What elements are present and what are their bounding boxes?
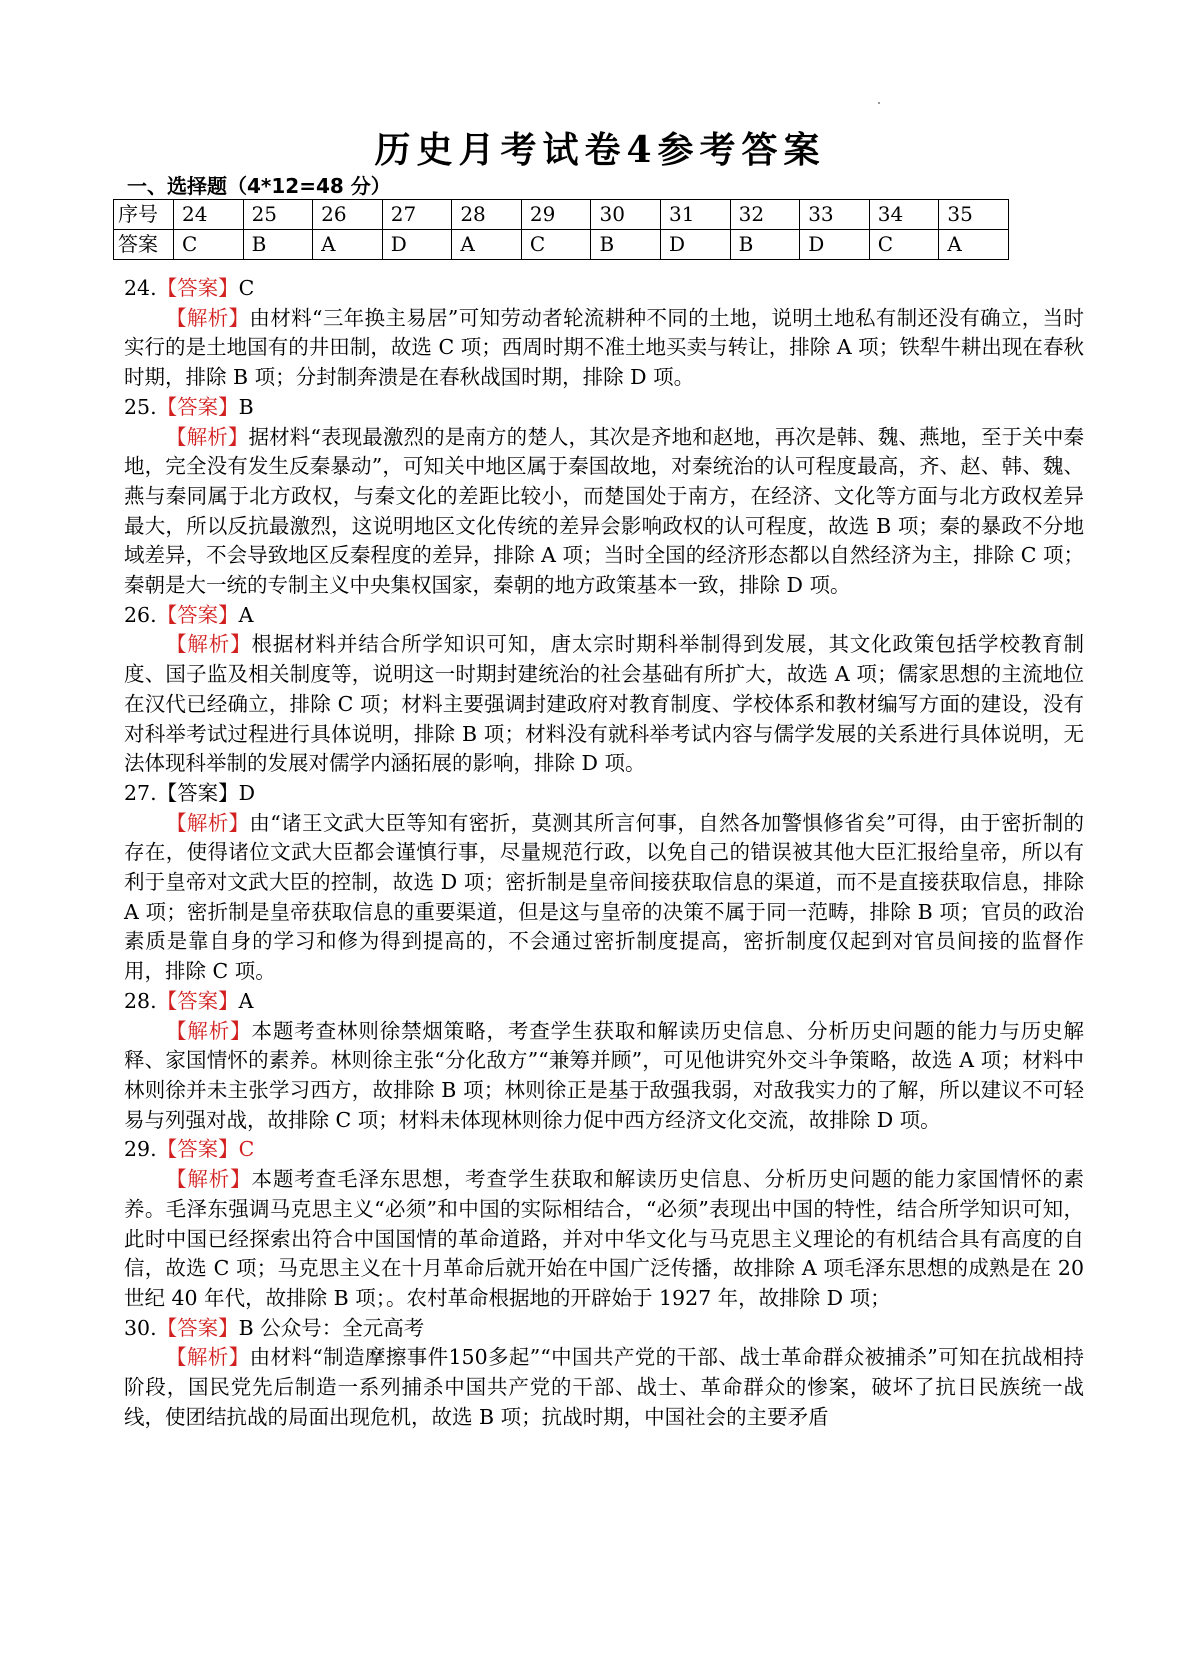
section-heading: 一、选择题（4*12=48 分） bbox=[127, 174, 391, 198]
question-number: 29. bbox=[124, 1137, 157, 1162]
question-number-cell: 31 bbox=[661, 200, 731, 230]
explanation-text: 由材料“制造摩擦事件150多起”“中国共产党的干部、战士革命群众被捕杀”可知在抗战相持阶段，国民党先后制造一系列捕杀中国共产党的干部、战士、革命群众的惨案，破坏了抗日民族统一战线，使团结抗战的局面出现危机，故选 B 项；抗战时期，中国社会的主要矛盾 bbox=[124, 1345, 1085, 1429]
question-number-cell: 35 bbox=[939, 200, 1009, 230]
answer-cell: C bbox=[174, 230, 244, 260]
question-number-cell: 29 bbox=[521, 200, 591, 230]
answer-tag-close: 】 bbox=[218, 780, 239, 805]
answer-value: D bbox=[238, 780, 256, 805]
question-number-cell: 32 bbox=[730, 200, 800, 230]
question-number-cell: 30 bbox=[591, 200, 661, 230]
answer-value: A bbox=[238, 602, 254, 627]
explanation-tag: 【解析】 bbox=[166, 1345, 250, 1370]
answer-table-answer-row bbox=[114, 230, 1009, 260]
explanation-text: 由材料“三年换主易居”可知劳动者轮流耕种不同的土地，说明土地私有制还没有确立，当时实行的是土地国有的井田制，故选 C 项；西周时期不准土地买卖与转让，排除 A 项；铁犁牛耕出现在春秋时期，排除 B 项；分封制奔溃是在春秋战国时期，排除 D 项。 bbox=[124, 305, 1084, 390]
explanation-paragraph bbox=[124, 630, 1084, 779]
answer-tag: 答案 bbox=[177, 276, 219, 300]
answer-tag: 答案 bbox=[177, 1137, 219, 1162]
answer-tag-open: 【 bbox=[156, 602, 178, 627]
answer-line bbox=[124, 987, 1084, 1017]
answer-tag: 答案 bbox=[177, 988, 219, 1013]
row-label-number: 序号 bbox=[114, 200, 174, 230]
answer-line bbox=[124, 274, 1084, 304]
explanation-tag: 【解析】 bbox=[166, 305, 250, 330]
answer-explanations bbox=[124, 274, 1084, 1432]
question-number-cell: 28 bbox=[452, 200, 522, 230]
answer-value: C bbox=[238, 276, 255, 300]
answer-cell: A bbox=[939, 230, 1009, 260]
explanation-tag: 【解析】 bbox=[166, 424, 249, 449]
stray-dot bbox=[878, 102, 880, 104]
question-number: 26. bbox=[124, 602, 157, 627]
question-number: 27. bbox=[124, 780, 157, 805]
answer-cell: A bbox=[452, 230, 522, 260]
answer-tag: 答案 bbox=[177, 1315, 219, 1340]
page-title: 历史月考试卷4参考答案 bbox=[374, 129, 826, 171]
answer-table bbox=[113, 199, 1009, 260]
explanation-tag: 【解析】 bbox=[166, 810, 250, 835]
answer-value: B 公众号：全元高考 bbox=[238, 1315, 425, 1340]
answer-tag: 答案 bbox=[177, 780, 219, 805]
answer-tag-open: 【 bbox=[156, 1137, 178, 1162]
answer-line bbox=[124, 601, 1084, 631]
question-number: 24. bbox=[124, 276, 157, 300]
explanation-paragraph bbox=[124, 1343, 1084, 1432]
answer-tag-open: 【 bbox=[156, 780, 178, 805]
explanation-paragraph bbox=[124, 304, 1084, 393]
question-number: 28. bbox=[124, 988, 157, 1013]
row-label-answer: 答案 bbox=[114, 230, 174, 260]
explanation-text: 本题考查林则徐禁烟策略，考查学生获取和解读历史信息、分析历史问题的能力与历史解释、家国情怀的素养。林则徐主张“分化敌方”“兼筹并顾”，可见他讲究外交斗争策略，故选 A 项；材料中林则徐并未主张学习西方，故排除 B 项；林则徐正是基于敌强我弱，对敌我实力的了解，所以建议不可轻易与列强对战，故排除 C 项；材料未体现林则徐力促中西方经济文化交流，故排除 D 项。 bbox=[124, 1018, 1085, 1132]
answer-cell: B bbox=[591, 230, 661, 260]
answer-line bbox=[124, 779, 1084, 809]
explanation-paragraph bbox=[124, 809, 1084, 987]
answer-line bbox=[124, 393, 1084, 423]
question-number: 25. bbox=[124, 394, 157, 419]
explanation-text: 根据材料并结合所学知识可知，唐太宗时期科举制得到发展，其文化政策包括学校教育制度、国子监及相关制度等，说明这一时期封建统治的社会基础有所扩大，故选 A 项；儒家思想的主流地位在汉代已经确立，排除 C 项；材料主要强调封建政府对教育制度、学校体系和教材编写方面的建设，没有对科举考试过程进行具体说明，排除 B 项；材料没有就科举考试内容与儒学发展的关系进行具体说明，无法体现科举制的发展对儒学内涵拓展的影响，排除 D 项。 bbox=[124, 632, 1085, 776]
answer-tag-close: 】 bbox=[218, 988, 239, 1013]
answer-tag-close: 】 bbox=[218, 276, 239, 300]
answer-line bbox=[124, 1314, 1084, 1344]
question-number: 30. bbox=[124, 1315, 157, 1340]
question-number-cell: 24 bbox=[174, 200, 244, 230]
question-number-cell: 26 bbox=[313, 200, 383, 230]
answer-cell: D bbox=[382, 230, 452, 260]
explanation-tag: 【解析】 bbox=[166, 632, 252, 657]
answer-tag-close: 】 bbox=[218, 1137, 239, 1162]
explanation-text: 本题考查毛泽东思想，考查学生获取和解读历史信息、分析历史问题的能力家国情怀的素养。毛泽东强调马克思主义“必须”和中国的实际相结合，“必须”表现出中国的特性，结合所学知识可知，此时中国已经探索出符合中国国情的革命道路，并对中华文化与马克思主义理论的有机结合具有高度的自信，故选 C 项；马克思主义在十月革命后就开始在中国广泛传播，故排除 A 项毛泽东思想的成熟是在 20 世纪 40 年代，故排除 B 项；。农村革命根据地的开辟始于 1927 年，故排除 D 项； bbox=[124, 1167, 1085, 1310]
answer-cell: B bbox=[730, 230, 800, 260]
answer-line bbox=[124, 1135, 1084, 1165]
explanation-text: 由“诸王文武大臣等知有密折，莫测其所言何事，自然各加警惧修省矣”可得，由于密折制的存在，使得诸位文武大臣都会谨慎行事，尽量规范行政，以免自己的错误被其他大臣汇报给皇帝，所以有利于皇帝对文武大臣的控制，故选 D 项；密折制是皇帝间接获取信息的渠道，而不是直接获取信息，排除 A 项；密折制是皇帝获取信息的重要渠道，但是这与皇帝的决策不属于同一范畴，排除 B 项；官员的政治素质是靠自身的学习和修为得到提高的，不会通过密折制度提高，密折制度仅起到对官员间接的监督作用，排除 C 项。 bbox=[124, 810, 1084, 984]
answer-cell: C bbox=[869, 230, 939, 260]
answer-tag-open: 【 bbox=[156, 1315, 178, 1340]
answer-tag-open: 【 bbox=[156, 276, 178, 300]
answer-cell: B bbox=[243, 230, 313, 260]
answer-value: B bbox=[238, 394, 254, 419]
explanation-paragraph bbox=[124, 423, 1084, 601]
question-number-cell: 33 bbox=[800, 200, 870, 230]
answer-tag: 答案 bbox=[177, 602, 219, 627]
answer-value: C bbox=[238, 1137, 255, 1162]
answer-tag-close: 】 bbox=[218, 602, 239, 627]
explanation-paragraph bbox=[124, 1165, 1084, 1314]
answer-tag: 答案 bbox=[177, 394, 219, 419]
explanation-text: 据材料“表现最激烈的是南方的楚人，其次是齐地和赵地，再次是韩、魏、燕地，至于关中秦地，完全没有发生反秦暴动”，可知关中地区属于秦国故地，对秦统治的认可程度最高，齐、赵、韩、魏、燕与秦同属于北方政权，与秦文化的差距比较小，而楚国处于南方，在经济、文化等方面与北方政权差异最大，所以反抗最激烈，这说明地区文化传统的差异会影响政权的认可程度，故选 B 项；秦的暴政不分地域差异，不会导致地区反秦程度的差异，排除 A 项；当时全国的经济形态都以自然经济为主，排除 C 项；秦朝是大一统的专制主义中央集权国家，秦朝的地方政策基本一致，排除 D 项。 bbox=[124, 424, 1085, 598]
answer-cell: D bbox=[661, 230, 731, 260]
answer-tag-close: 】 bbox=[218, 1315, 239, 1340]
question-number-cell: 34 bbox=[869, 200, 939, 230]
answer-cell: A bbox=[313, 230, 383, 260]
question-number-cell: 25 bbox=[243, 200, 313, 230]
answer-cell: D bbox=[800, 230, 870, 260]
question-number-cell: 27 bbox=[382, 200, 452, 230]
explanation-tag: 【解析】 bbox=[166, 1018, 252, 1043]
answer-cell: C bbox=[521, 230, 591, 260]
answer-table-number-row bbox=[114, 200, 1009, 230]
explanation-paragraph bbox=[124, 1017, 1084, 1136]
explanation-tag: 【解析】 bbox=[166, 1167, 252, 1192]
answer-value: A bbox=[238, 988, 254, 1013]
answer-tag-open: 【 bbox=[156, 988, 178, 1013]
answer-tag-open: 【 bbox=[156, 394, 178, 419]
answer-tag-close: 】 bbox=[218, 394, 239, 419]
